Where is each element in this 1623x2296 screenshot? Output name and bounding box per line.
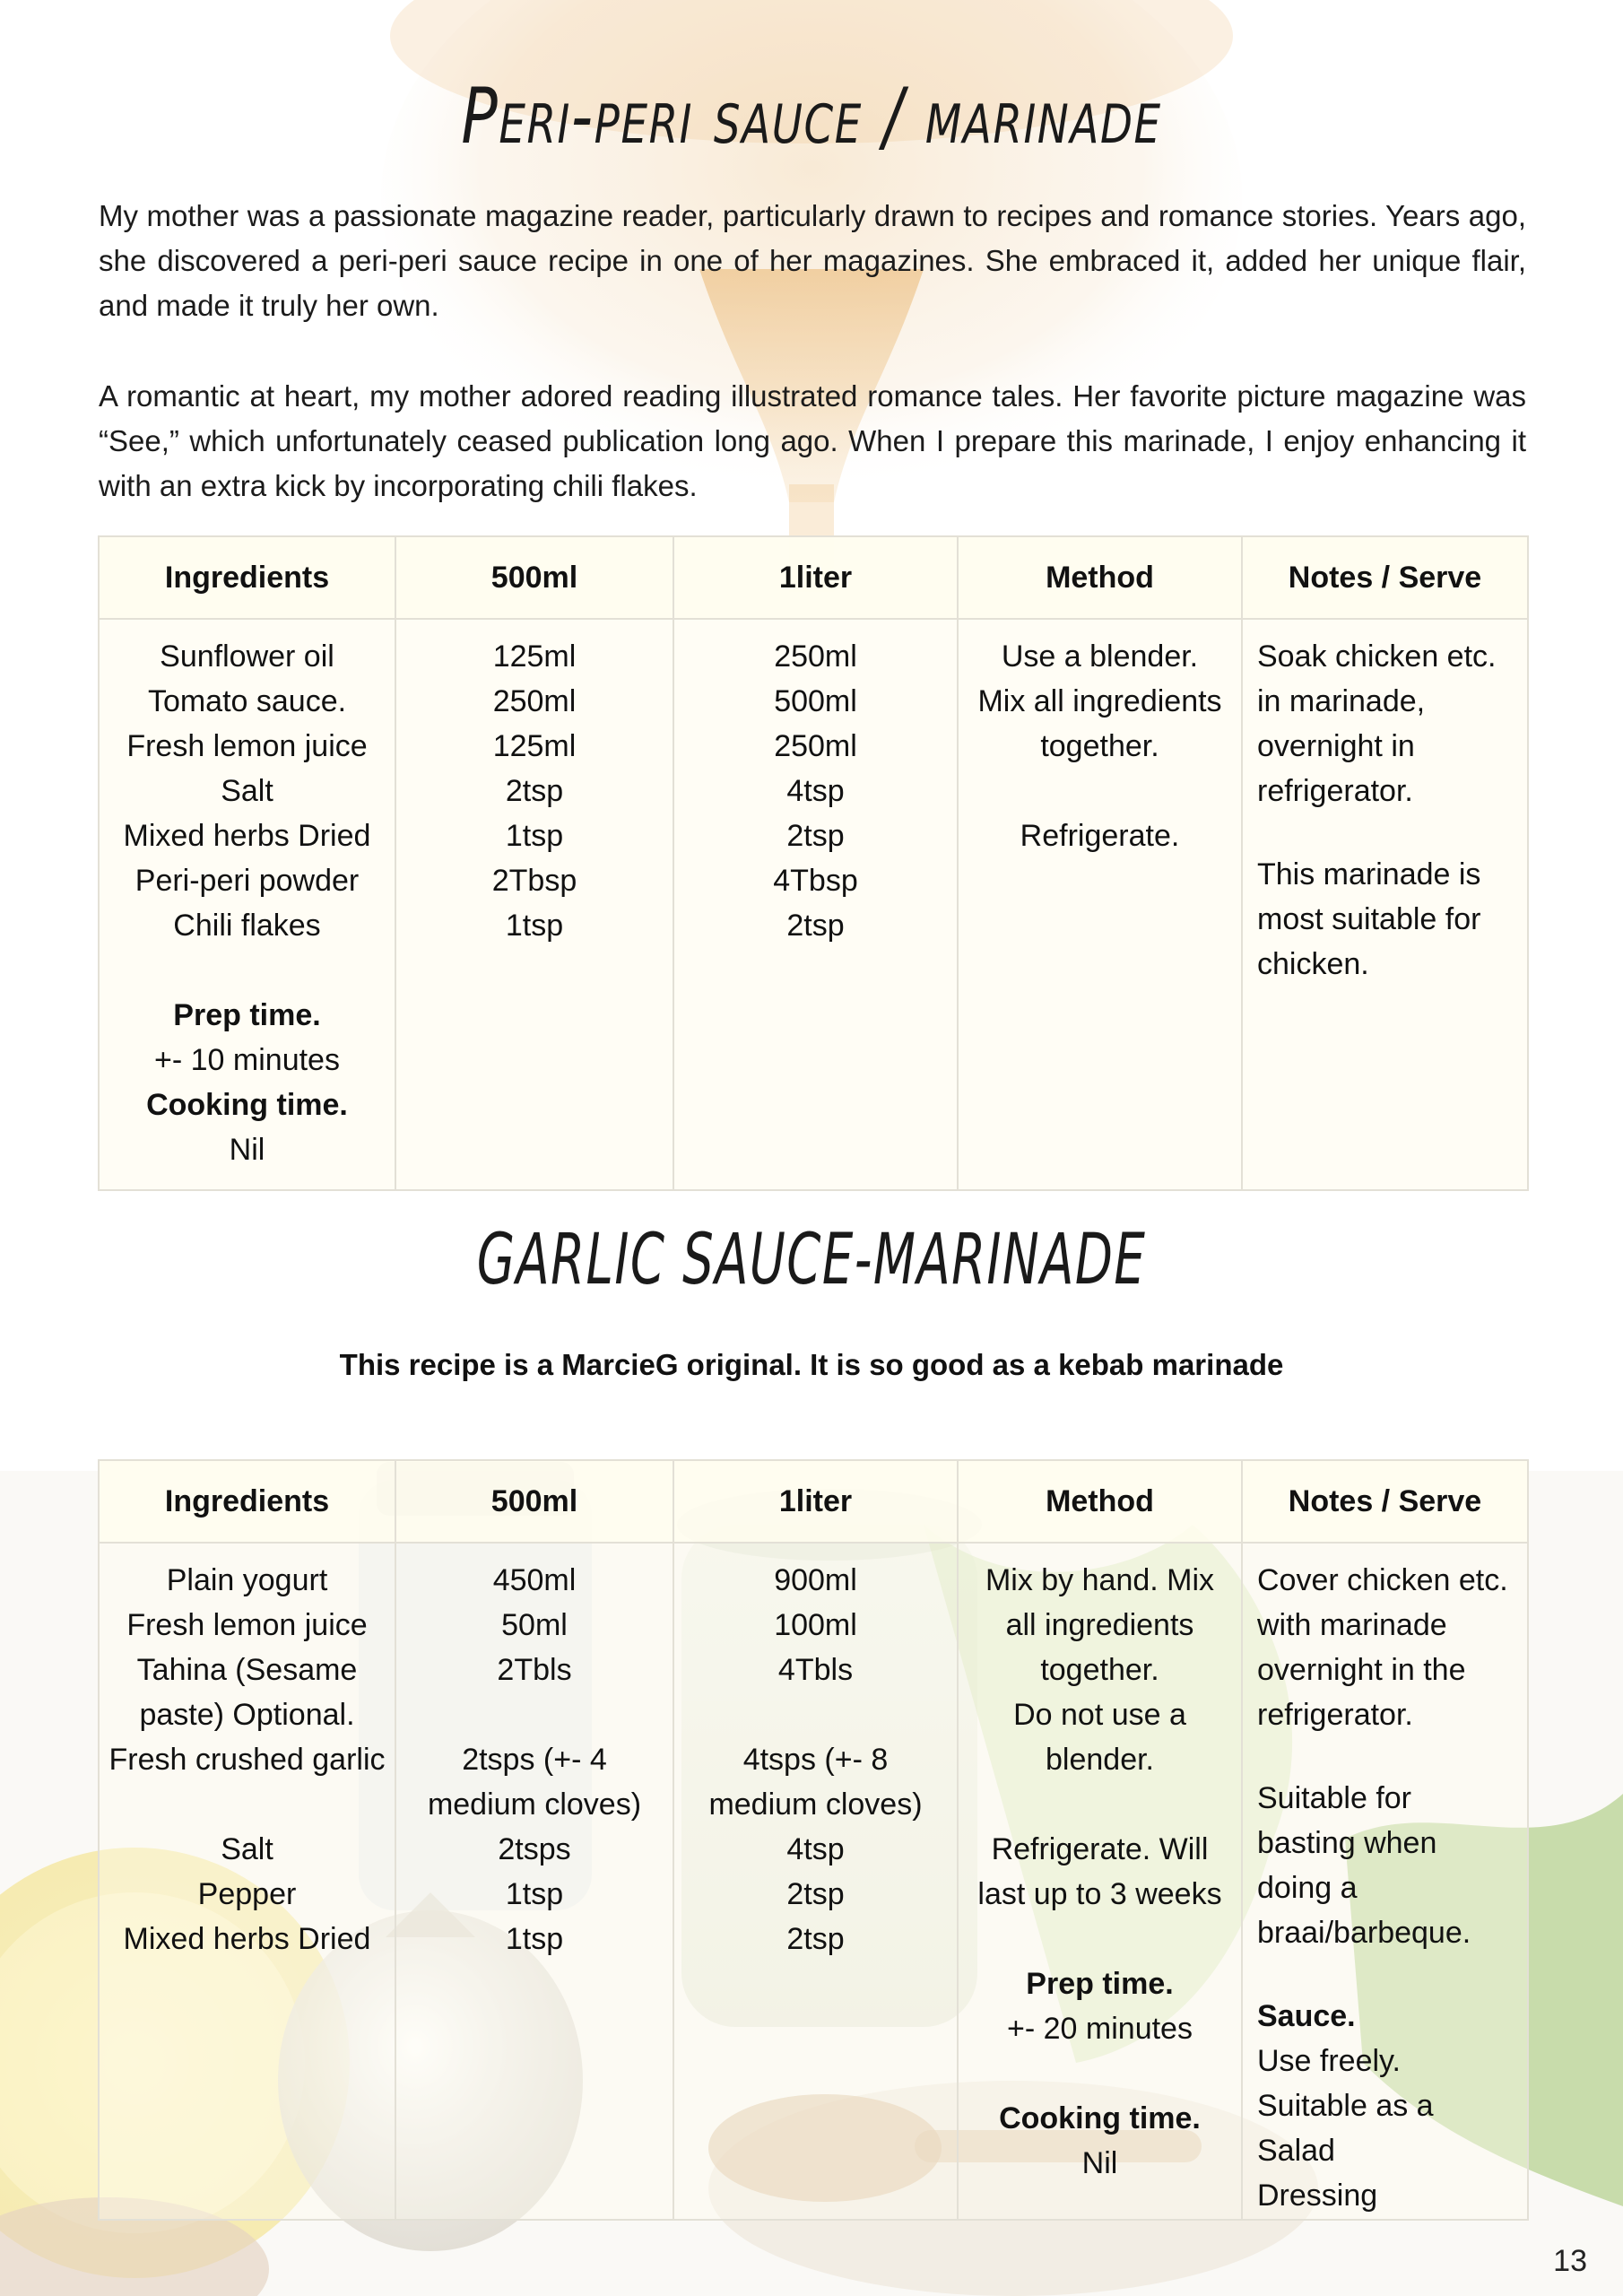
quantity: medium cloves) [427,1787,642,1822]
header-notes: Notes / Serve [1242,536,1528,619]
header-500ml: 500ml [395,536,673,619]
method-line: Refrigerate. [1020,819,1180,853]
garlic-sauce-title: GARLIC SAUCE-MARINADE [476,1220,1147,1300]
garlic-subtitle: This recipe is a MarcieG original. It is so good as a kebab marinade [339,1348,1284,1381]
prep-time-value: +- 20 minutes [1007,2012,1193,2046]
spacer [675,1692,956,1737]
method-cell [958,1543,1242,2220]
quantity: 2Tbsp [491,864,577,898]
header-ingredients: Ingredients [99,1460,395,1543]
method-line [959,769,1240,813]
ingredient: Mixed herbs Dried [123,819,371,853]
method-line [959,1917,1240,1961]
quantity: 4tsp [786,774,845,808]
peri-peri-title: Peri-peri sauce / marinade [461,72,1162,161]
ingredient: Mixed herbs Dried [123,1922,371,1956]
method-cell [958,619,1242,1190]
quantity: 2tsp [786,909,845,943]
ingredient: Fresh crushed garlic [108,1743,386,1777]
notes-cell [1242,619,1528,1190]
notes-line: with marinade [1257,1608,1447,1642]
quantity: 450ml [492,1563,577,1597]
quantity: 2tsps [498,1832,571,1866]
ingredient: Fresh lemon juice [126,1608,368,1642]
header-ingredients: Ingredients [99,536,395,619]
table-header-row [99,1460,1528,1543]
cooking-time-value: Nil [1081,2146,1118,2180]
notes-line: basting when [1257,1826,1437,1860]
quantity: 2tsps (+- 4 [462,1743,607,1777]
notes-line: Dressing [1257,2179,1378,2213]
method-line: together. [1040,1653,1159,1687]
qty-500ml-cell [395,619,673,1190]
quantity: 125ml [492,639,577,674]
header-1liter: 1liter [673,1460,958,1543]
sauce-label: Sauce. [1257,1999,1356,2033]
method-line [959,2051,1240,2096]
method-line: Use a blender. [1001,639,1199,674]
notes-line [1257,1955,1518,1994]
qty-1liter-cell [673,619,958,1190]
quantity: 900ml [774,1563,857,1597]
notes-line: This marinade is [1257,857,1481,891]
quantity: 1tsp [505,1877,564,1911]
notes-line: chicken. [1257,947,1369,981]
notes-line: Suitable as a Salad [1257,2089,1434,2168]
quantity: 100ml [774,1608,857,1642]
notes-line: Soak chicken etc. [1257,639,1497,674]
peri-intro-paragraph-1: My mother was a passionate magazine reader, particularly drawn to recipes and romance stories. Years ago, she discovered a peri-peri sauce recipe in one of her magazines. She embraced it, added her unique flair, and made it truly her own. [99,199,1526,322]
notes-line [1257,1737,1518,1776]
notes-line: Use freely. [1257,2044,1401,2078]
quantity: 250ml [774,729,857,763]
notes-line [1257,813,1518,852]
method-line: Do not use a [1013,1698,1186,1732]
prep-time-value: +- 10 minutes [154,1043,340,1077]
notes-cell [1242,1543,1528,2220]
header-1liter: 1liter [673,536,958,619]
quantity: 4tsp [786,1832,845,1866]
quantity: 4Tbsp [773,864,858,898]
quantity: 1tsp [505,819,564,853]
peri-peri-recipe-table [98,535,1529,1191]
ingredients-cell [99,619,395,1190]
cooking-time-value: Nil [229,1133,265,1167]
ingredient: Sunflower oil [160,639,334,674]
qty-500ml-cell [395,1543,673,2220]
method-line: blender. [1046,1743,1154,1777]
quantity: 50ml [501,1608,568,1642]
cooking-time-label: Cooking time. [999,2101,1201,2135]
notes-line: refrigerator. [1257,774,1413,808]
garlic-recipe-table [98,1459,1529,2221]
quantity: 2tsp [786,1877,845,1911]
ingredient: Salt [221,1832,273,1866]
quantity: medium cloves) [708,1787,923,1822]
method-line: together. [1040,729,1159,763]
quantity: 500ml [774,684,857,718]
notes-line: braai/barbeque. [1257,1916,1471,1950]
method-line: Mix all ingredients [977,684,1222,718]
qty-1liter-cell [673,1543,958,2220]
quantity: 2tsp [505,774,564,808]
header-notes: Notes / Serve [1242,1460,1528,1543]
quantity: 2tsp [786,1922,845,1956]
ingredient: Tahina (Sesame [136,1653,358,1687]
notes-line: overnight in [1257,729,1415,763]
method-line: Refrigerate. Will [991,1832,1209,1866]
ingredients-cell [99,1543,395,2220]
method-line: last up to 3 weeks [977,1877,1222,1911]
notes-line: in marinade, [1257,684,1426,718]
quantity: 125ml [492,729,577,763]
quantity: 250ml [774,639,857,674]
spacer [100,948,394,993]
quantity: 4tsps (+- 8 [742,1743,889,1777]
method-line: Mix by hand. Mix [985,1563,1215,1597]
quantity: 2tsp [786,819,845,853]
header-method: Method [958,1460,1242,1543]
quantity: 1tsp [505,909,564,943]
spacer [397,1692,672,1737]
ingredient: paste) Optional. [139,1698,355,1732]
header-method: Method [958,536,1242,619]
notes-line: doing a [1257,1871,1358,1905]
quantity: 2Tbls [497,1653,572,1687]
notes-line: refrigerator. [1257,1698,1413,1732]
peri-intro-paragraph-2: A romantic at heart, my mother adored reading illustrated romance tales. Her favorite picture magazine was “See,” which unfortunately ceased publication long ago. When I prepare this marinade, I enjoy enhancing it with an extra kick by incorporating chili flakes. [99,379,1526,502]
method-line: all ingredients [1005,1608,1194,1642]
quantity: 1tsp [505,1922,564,1956]
table-row [99,619,1528,1190]
page-number: 13 [1553,2244,1587,2278]
notes-line: Suitable for [1257,1781,1411,1815]
ingredient: Peri-peri powder [135,864,360,898]
table-header-row [99,536,1528,619]
header-500ml: 500ml [395,1460,673,1543]
ingredient: Tomato sauce. [147,684,347,718]
ingredient: Fresh lemon juice [126,729,368,763]
ingredient: Pepper [197,1877,297,1911]
ingredient: Salt [221,774,273,808]
prep-time-label: Prep time. [1026,1967,1174,2001]
table-row [99,1543,1528,2220]
ingredient: Chili flakes [173,909,321,943]
spacer [100,1782,394,1827]
notes-line: overnight in the [1257,1653,1466,1687]
quantity: 4Tbls [777,1653,854,1687]
cooking-time-label: Cooking time. [146,1088,348,1122]
prep-time-label: Prep time. [173,998,321,1032]
notes-line: most suitable for [1257,902,1481,936]
ingredient: Plain yogurt [166,1563,328,1597]
notes-line: Cover chicken etc. [1257,1563,1508,1597]
method-line [959,1782,1240,1827]
quantity: 250ml [492,684,577,718]
